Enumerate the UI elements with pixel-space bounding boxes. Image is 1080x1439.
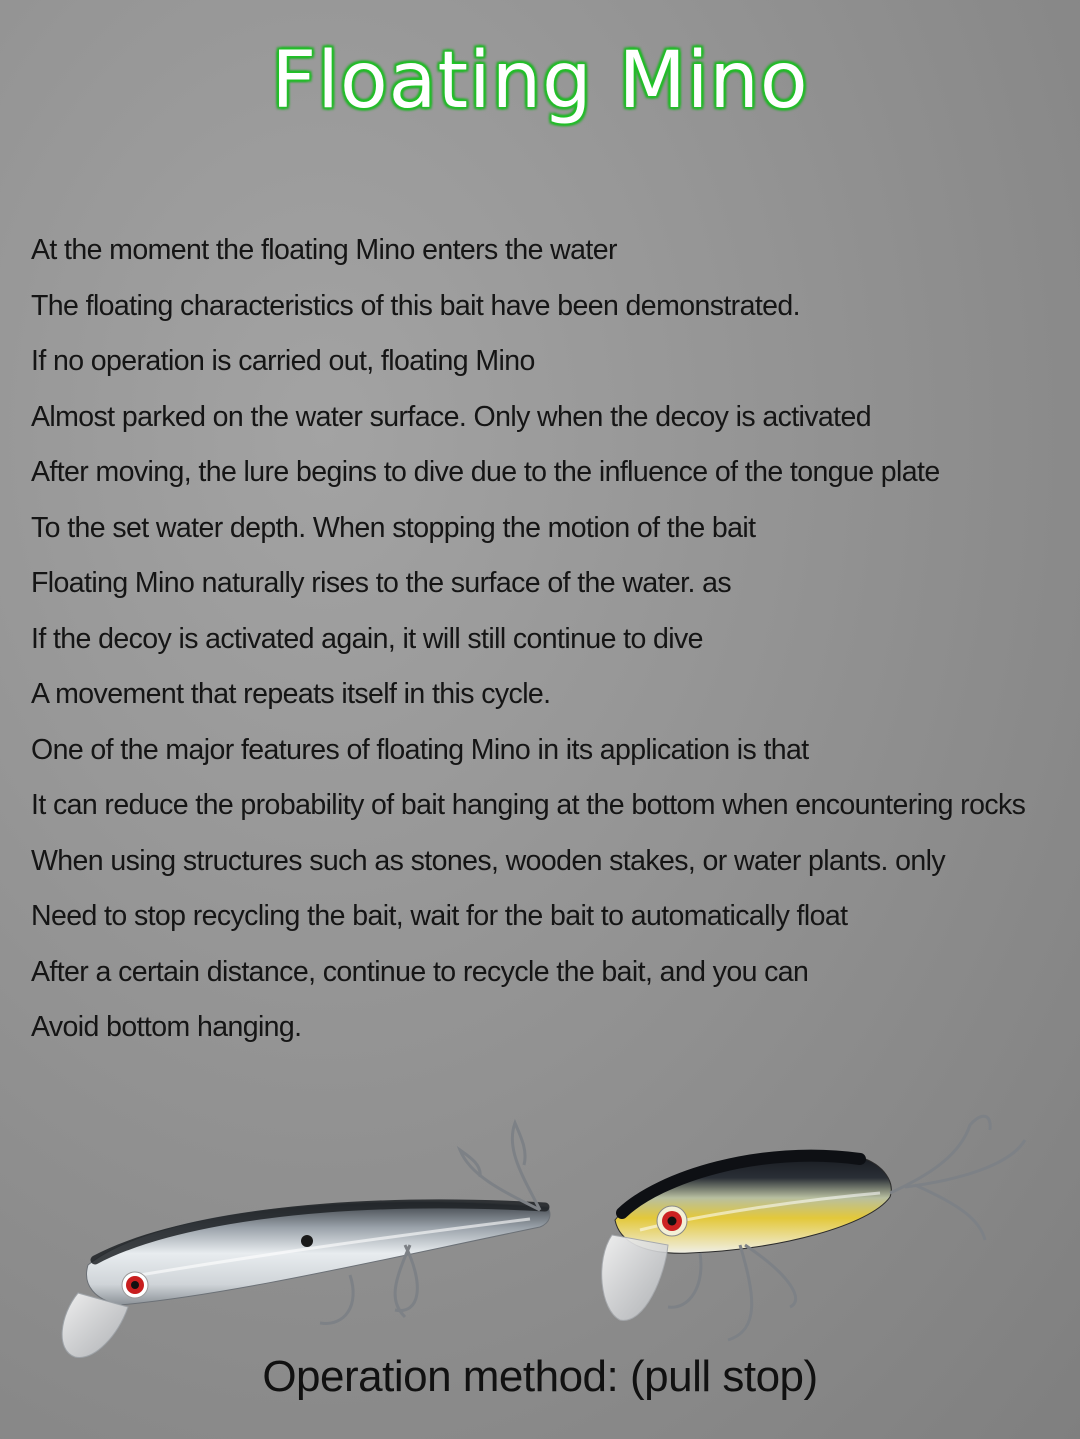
lure-photos xyxy=(0,1095,1080,1365)
text-line: When using structures such as stones, wooden stakes, or water plants. only xyxy=(31,844,945,877)
text-line: After moving, the lure begins to dive due to the influence of the tongue plate xyxy=(31,456,940,488)
text-line: The floating characteristics of this bait have been demonstrated. xyxy=(31,289,800,322)
text-line: Almost parked on the water surface. Only when the decoy is activated xyxy=(31,400,871,433)
yellow-minnow-lure xyxy=(602,1116,1025,1340)
text-line: If no operation is carried out, floating Mino xyxy=(31,345,535,377)
text-line: A movement that repeats itself in this cycle. xyxy=(31,678,551,710)
operation-caption: Operation method: (pull stop) xyxy=(262,1352,818,1401)
description-text xyxy=(31,228,1076,1061)
silver-minnow-lure xyxy=(62,1123,550,1357)
text-line: If the decoy is activated again, it will still continue to dive xyxy=(31,622,703,655)
text-line: Need to stop recycling the bait, wait for the bait to automatically float xyxy=(31,900,848,932)
text-line: One of the major features of floating Mino in its application is that xyxy=(31,733,809,766)
text-line: Avoid bottom hanging. xyxy=(31,1011,302,1043)
text-line: Floating Mino naturally rises to the surface of the water. as xyxy=(31,567,732,599)
text-line: It can reduce the probability of bait hanging at the bottom when encountering rocks xyxy=(31,789,1026,821)
text-line: To the set water depth. When stopping the motion of the bait xyxy=(31,511,756,544)
text-line: After a certain distance, continue to recycle the bait, and you can xyxy=(31,955,809,988)
text-line: At the moment the floating Mino enters the water xyxy=(31,234,617,266)
page-title: Floating Mino xyxy=(271,36,809,126)
